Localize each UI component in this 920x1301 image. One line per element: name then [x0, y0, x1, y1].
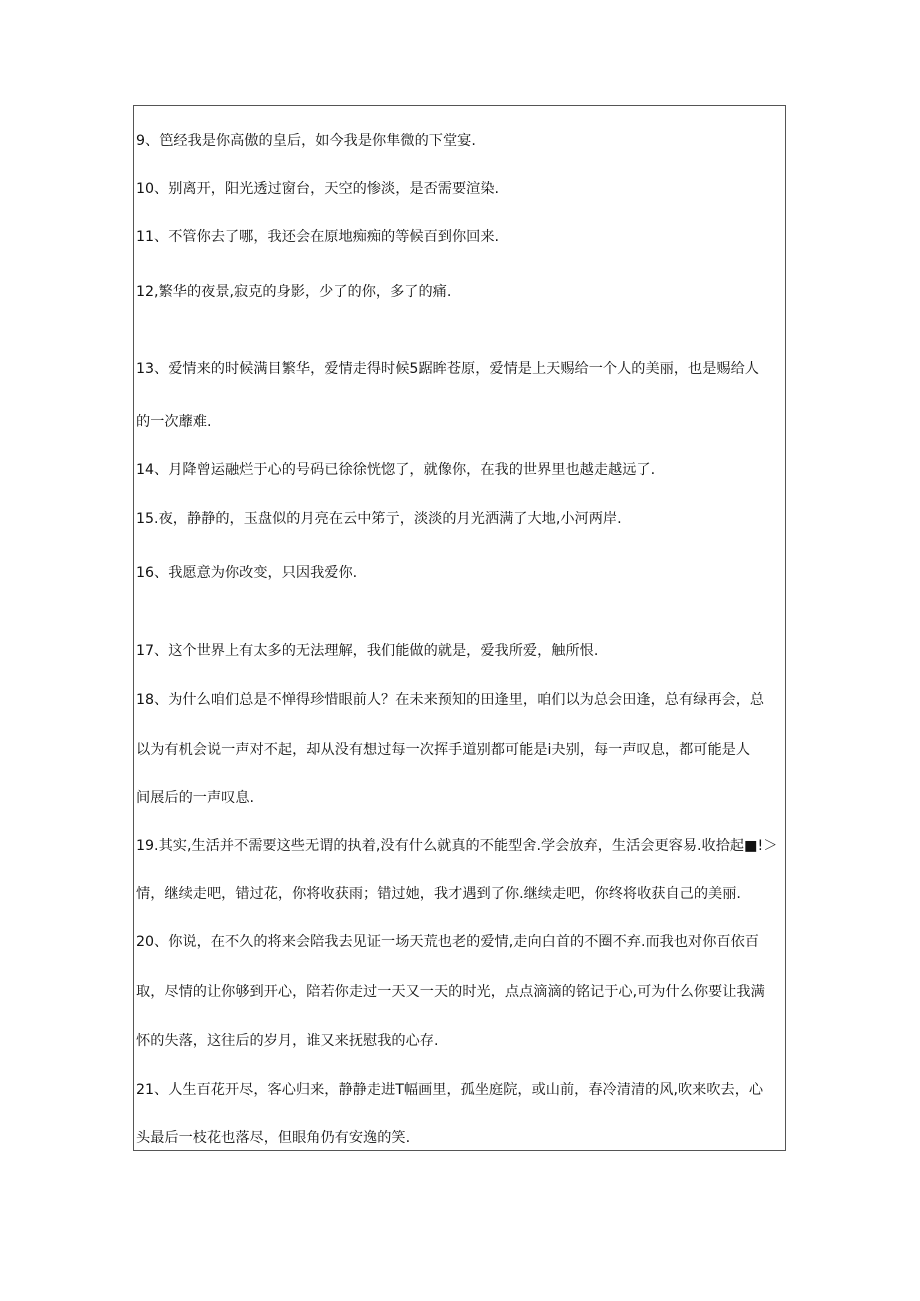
text-line: 16、我愿意为你改变，只因我爱你. — [136, 565, 358, 581]
text-line: 12,繁华的夜景,寂克的身影，少了的你，多了的痛. — [136, 284, 452, 300]
text-line: 11、不管你去了哪，我还会在原地痴痴的等候百到你回来. — [136, 229, 500, 245]
text-line: 间展后的一声叹息. — [136, 790, 255, 806]
text-line: 14、月降曾运融烂于心的号码已徐徐恍惚了，就像你，在我的世界里也越走越远了. — [136, 462, 656, 478]
text-line: 21、人生百花开尽，客心归来，静静走进T幅画里，孤坐庭院，或山前，春冷清清的风,吹来吹去，心 — [136, 1082, 764, 1098]
text-line: 15.夜，静静的，玉盘似的月亮在云中笫亍，淡淡的月光洒满了大地,小河两岸. — [136, 511, 622, 527]
text-line: 20、你说，在不久的将来会陪我去见证一场天荒也老的爱情,走向白首的不圈不弃.而我也对你百依百 — [136, 934, 759, 950]
text-line: 13、爱情来的时候满目繁华，爱情走得时候5踞眸苍原，爱情是上天赐给一个人的美丽，也是赐给人 — [136, 361, 759, 377]
text-line: 9、笆经我是你高傲的皇后，如今我是你隼微的下堂宴. — [136, 133, 476, 149]
text-line: 的一次蘼难. — [136, 414, 212, 430]
text-line: 情，继续走吧，错过花，你将收获雨；错过她，我才遇到了你.继续走吧，你终将收获自己的美丽. — [136, 886, 741, 902]
text-line: 19.其实,生活并不需要这些无谓的执着,没有什么就真的不能型舍.学会放弃，生活会更容易.收拾起■!＞ — [136, 838, 778, 854]
text-line: 10、别离开，阳光透过窗台，天空的惨淡，是否需要渲染. — [136, 181, 500, 197]
text-line: 18、为什么咱们总是不惮得珍惜眼前人？在未来预知的田逢里，咱们以为总会田逢，总有绿再会，总 — [136, 692, 765, 708]
text-line: 取，尽情的让你够到开心，陪若你走过一天又一天的时光，点点滴滴的铭记于心,可为什么你要让我满 — [136, 984, 765, 1000]
text-line: 怀的失落，这往后的岁月，谁又来抚慰我的心存. — [136, 1033, 439, 1049]
text-line: 以为有机会说一声对不起，却从没有想过每一次挥手道别都可能是i夬别，每一声叹息，都可能是人 — [136, 742, 751, 758]
text-line: 头最后一枝花也落尽，但眼角仍有安逸的笑. — [136, 1130, 411, 1146]
text-line: 17、这个世界上有太多的无法理解，我们能做的就是，爱我所爱，触所恨. — [136, 643, 599, 659]
